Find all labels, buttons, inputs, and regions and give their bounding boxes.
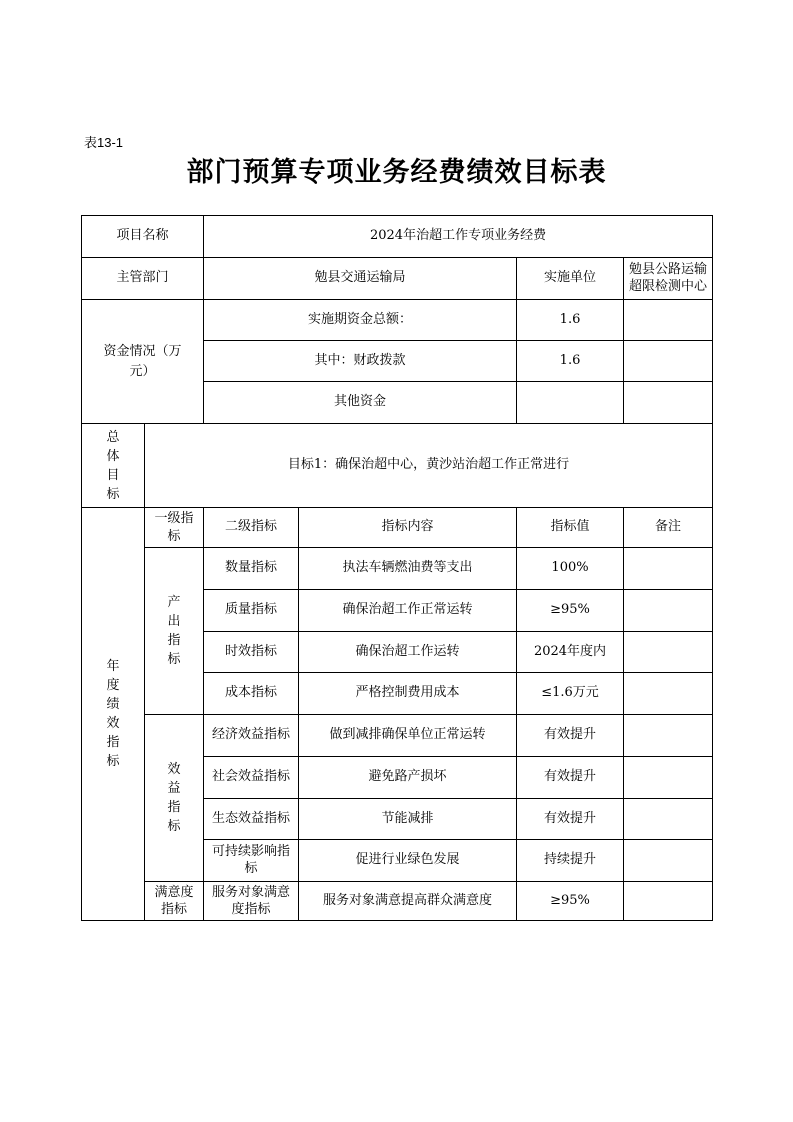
- indicator-level2: [204, 840, 299, 882]
- indicator-note: [624, 673, 713, 715]
- satisfaction-indicator-label: [145, 882, 204, 921]
- indicator-value: ≤1.6万元: [517, 673, 624, 715]
- department-value: 勉县交通运输局: [204, 258, 517, 300]
- indicator-value: 100%: [517, 548, 624, 590]
- funds-label-text: 资金情况（万元）: [103, 343, 182, 379]
- indicator-level2: 时效指标: [204, 632, 299, 673]
- indicator-content: 节能减排: [299, 799, 517, 840]
- funds-fiscal-empty: [624, 341, 713, 382]
- funds-other-value: [517, 382, 624, 424]
- benefit-indicator-text: 效益指标: [167, 762, 181, 834]
- indicator-note: [624, 548, 713, 590]
- indicator-row: [82, 548, 713, 590]
- annual-indicators-text: 年度绩效指标: [106, 659, 120, 769]
- indicator-value: 2024年度内: [517, 632, 624, 673]
- indicator-level2-text: 可持续影响指标: [212, 844, 291, 877]
- funds-total-empty: [624, 300, 713, 341]
- indicator-level2: [204, 882, 299, 921]
- implementing-unit-label: 实施单位: [517, 258, 624, 300]
- header-value: 指标值: [517, 508, 624, 548]
- indicator-note: [624, 757, 713, 799]
- indicator-value: 有效提升: [517, 757, 624, 799]
- indicator-content: 确保治超工作运转: [299, 632, 517, 673]
- page-title: 部门预算专项业务经费绩效目标表: [186, 157, 607, 188]
- header-level1: [145, 508, 204, 548]
- funds-other-empty: [624, 382, 713, 424]
- funds-label: [82, 300, 204, 424]
- department-label: 主管部门: [82, 258, 204, 300]
- indicator-content: 做到减排确保单位正常运转: [299, 715, 517, 757]
- indicator-content: 促进行业绿色发展: [299, 840, 517, 882]
- goal-text: 目标1：确保治超中心，黄沙站治超工作正常进行: [145, 424, 713, 508]
- indicator-level2: 社会效益指标: [204, 757, 299, 799]
- indicator-note: [624, 799, 713, 840]
- indicator-content: 确保治超工作正常运转: [299, 590, 517, 632]
- implementing-unit-value: 勉县公路运输超限检测中心: [624, 258, 713, 300]
- header-note: 备注: [624, 508, 713, 548]
- indicator-header-row: [82, 508, 713, 548]
- performance-target-table: [81, 215, 713, 921]
- funds-fiscal-label: 其中：财政拨款: [204, 341, 517, 382]
- funds-fiscal-value: 1.6: [517, 341, 624, 382]
- funds-total-label: 实施期资金总额：: [204, 300, 517, 341]
- indicator-level2: 成本指标: [204, 673, 299, 715]
- goal-label-text: 总体目标: [106, 429, 120, 502]
- indicator-value: 有效提升: [517, 715, 624, 757]
- indicator-content: 避免路产损坏: [299, 757, 517, 799]
- indicator-level2-text: 服务对象满意度指标: [212, 884, 291, 917]
- indicator-value: ≥95%: [517, 590, 624, 632]
- header-level1-text: 一级指标: [154, 510, 194, 544]
- satisfaction-indicator-text: 满意度指标: [154, 884, 194, 917]
- funds-total-row: [82, 300, 713, 341]
- annual-indicators-label: [82, 508, 145, 921]
- indicator-level2: 生态效益指标: [204, 799, 299, 840]
- project-row: [82, 216, 713, 258]
- goal-row: [82, 424, 713, 508]
- indicator-level2: 经济效益指标: [204, 715, 299, 757]
- project-name-label: 项目名称: [82, 216, 204, 258]
- indicator-content: 严格控制费用成本: [299, 673, 517, 715]
- header-level2: 二级指标: [204, 508, 299, 548]
- indicator-note: [624, 590, 713, 632]
- benefit-indicator-label: [145, 715, 204, 882]
- header-content: 指标内容: [299, 508, 517, 548]
- funds-other-label: 其他资金: [204, 382, 517, 424]
- output-indicator-text: 产出指标: [167, 595, 181, 667]
- indicator-level2: 数量指标: [204, 548, 299, 590]
- funds-total-value: 1.6: [517, 300, 624, 341]
- indicator-note: [624, 715, 713, 757]
- indicator-note: [624, 840, 713, 882]
- indicator-note: [624, 882, 713, 921]
- indicator-row: [82, 882, 713, 921]
- output-indicator-label: [145, 548, 204, 715]
- table-number: 表13-1: [84, 135, 124, 150]
- indicator-row: [82, 715, 713, 757]
- indicator-level2: 质量指标: [204, 590, 299, 632]
- indicator-value: 持续提升: [517, 840, 624, 882]
- indicator-value: ≥95%: [517, 882, 624, 921]
- indicator-note: [624, 632, 713, 673]
- indicator-content: 服务对象满意提高群众满意度: [299, 882, 517, 921]
- project-name-value: 2024年治超工作专项业务经费: [204, 216, 713, 258]
- goal-label: [82, 424, 145, 508]
- indicator-content: 执法车辆燃油费等支出: [299, 548, 517, 590]
- department-row: [82, 258, 713, 300]
- indicator-value: 有效提升: [517, 799, 624, 840]
